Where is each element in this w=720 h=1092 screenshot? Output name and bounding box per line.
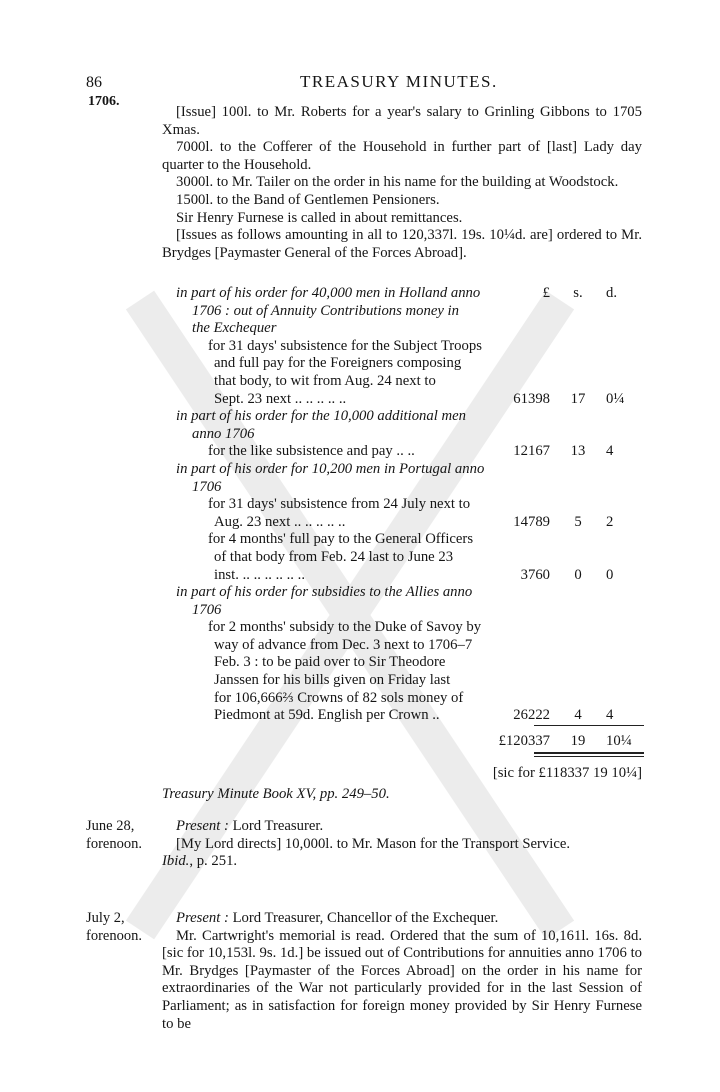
item-line: way of advance from Dec. 3 next to 1706–7 (214, 636, 473, 653)
entry-text: Mr. Cartwright's memorial is read. Ordered that the sum of 10,161l. 16s. 8d. [sic for 10,153l. 9s. 1d.] be issued out of Contributions for annuities anno 1706 to Mr. Brydges [Paymaster of the Forces Abroad] on the order in his name for extraordinaries of the War not particularly provided for in the last Session of Parliament; as in satisfaction for foreign money provided by Sir Henry Furnese to be (162, 927, 642, 1032)
amount-pounds: 26222 (513, 707, 550, 724)
section-heading-line: anno 1706 (192, 425, 255, 442)
table-row (162, 303, 642, 321)
table-row (162, 654, 642, 672)
running-head: TREASURY MINUTES. (300, 72, 498, 91)
account-table (162, 285, 642, 804)
amount-shillings: 5 (574, 513, 582, 530)
entry-june-28 (162, 818, 642, 871)
item-line: that body, to wit from Aug. 24 next to (214, 372, 436, 389)
ibid-page: , p. 251. (189, 853, 238, 870)
present-label: Present : (176, 910, 229, 926)
total-row (162, 731, 642, 751)
page-number: 86 (86, 74, 102, 91)
section-heading-line: the Exchequer (192, 320, 277, 337)
sic-note: [sic for £118337 19 10¼] (492, 764, 642, 781)
margin-time: forenoon. (86, 836, 142, 852)
table-row (162, 373, 642, 391)
table-row (162, 338, 642, 356)
section-heading-line: 1706 (192, 478, 222, 495)
paragraph: 1500l. to the Band of Gentlemen Pensioners. (176, 191, 440, 208)
margin-year: 1706. (88, 94, 120, 109)
table-row (162, 690, 642, 708)
intro-block (162, 104, 642, 262)
amount-shillings: 0 (574, 566, 582, 583)
source-row (162, 786, 642, 804)
column-header-pence: d. (606, 285, 618, 301)
source-ref (162, 853, 642, 871)
amount-pounds: 12167 (513, 443, 550, 460)
item-line: for 31 days' subsistence for the Subject Troops (208, 337, 482, 354)
margin-date: July 2, (86, 910, 125, 926)
item-line: Feb. 3 : to be paid over to Sir Theodore (214, 654, 446, 671)
paragraph: 3000l. to Mr. Tailer on the order in his name for the building at Woodstock. (176, 174, 619, 191)
section-heading-line: in part of his order for subsidies to the Allies anno (176, 584, 473, 601)
total-pence: 10¼ (606, 732, 632, 749)
item-line: Piedmont at 59d. English per Crown .. (214, 707, 440, 724)
amount-pounds: 61398 (513, 390, 550, 407)
item-line: for the like subsistence and pay .. .. (208, 443, 415, 460)
present-label: Present : (176, 818, 229, 834)
column-header-pounds: £ (542, 285, 550, 301)
margin-date: June 28, (86, 818, 135, 834)
table-row (162, 496, 642, 514)
table-row (162, 320, 642, 338)
paragraph: [Issues as follows amounting in all to 120,337l. 19s. 10¼d. are] ordered to Mr. Brydges [Paymaster General of the Forces Abroad]. (162, 227, 642, 261)
item-line: for 106,666⅔ Crowns of 82 sols money of (214, 689, 464, 706)
table-row (162, 408, 642, 426)
section-heading-line: 1706 : out of Annuity Contributions money in (192, 302, 459, 319)
section-heading-line: in part of his order for the 10,000 additional men (176, 408, 466, 425)
amount-shillings: 17 (570, 390, 586, 407)
present-text: Lord Treasurer. (228, 818, 324, 834)
present-line (162, 818, 642, 836)
section-heading-line: in part of his order for 40,000 men in Holland anno (176, 285, 481, 301)
total-pounds: £120337 (498, 732, 550, 749)
entry-text: [My Lord directs] 10,000l. to Mr. Mason for the Transport Service. (176, 835, 571, 852)
amount-pounds: 3760 (520, 566, 550, 583)
section-heading-line: 1706 (192, 601, 222, 618)
table-row (162, 567, 642, 585)
item-line: Sept. 23 next .. .. .. .. .. (214, 390, 347, 407)
item-line: of that body from Feb. 24 last to June 23 (214, 548, 454, 565)
table-row (162, 549, 642, 567)
item-line: for 31 days' subsistence from 24 July next to (208, 496, 471, 513)
item-line: inst. .. .. .. .. .. .. (214, 566, 305, 583)
paragraph: Sir Henry Furnese is called in about remittances. (176, 209, 463, 226)
amount-pence: 4 (606, 707, 614, 724)
amount-pence: 0¼ (606, 390, 625, 407)
table-row (162, 355, 642, 373)
table-row (162, 514, 642, 532)
table-row (162, 391, 642, 409)
table-row (162, 285, 642, 303)
amount-pence: 4 (606, 443, 614, 460)
table-row (162, 426, 642, 444)
table-row (162, 584, 642, 602)
item-line: and full pay for the Foreigners composing (214, 355, 462, 372)
source-reference: Treasury Minute Book XV, pp. 249–50. (162, 786, 390, 803)
double-rule (162, 751, 642, 765)
amount-pence: 0 (606, 566, 614, 583)
table-row (162, 443, 642, 461)
table-row (162, 479, 642, 497)
table-row (162, 602, 642, 620)
item-line: Janssen for his bills given on Friday last (214, 672, 451, 689)
table-row (162, 637, 642, 655)
paragraph: [Issue] 100l. to Mr. Roberts for a year's salary to Grinling Gibbons to 1705 Xmas. (162, 104, 642, 138)
item-line: for 2 months' subsidy to the Duke of Savoy by (208, 619, 482, 636)
table-row (162, 531, 642, 549)
amount-pence: 2 (606, 513, 614, 530)
total-underline (534, 752, 644, 754)
section-heading-line: in part of his order for 10,200 men in Portugal anno (176, 460, 485, 477)
margin-time: forenoon. (86, 928, 142, 944)
present-text: Lord Treasurer, Chancellor of the Exchequer. (228, 910, 499, 926)
present-line (162, 910, 642, 928)
table-row (162, 707, 642, 725)
total-rule (534, 725, 644, 726)
sic-note-row (162, 765, 642, 783)
amount-shillings: 13 (570, 443, 586, 460)
table-row (162, 672, 642, 690)
amount-shillings: 4 (574, 707, 582, 724)
item-line: for 4 months' full pay to the General Officers (208, 531, 474, 548)
ibid: Ibid. (162, 853, 190, 870)
total-shillings: 19 (570, 732, 586, 749)
column-header-shillings: s. (573, 285, 583, 301)
item-line: Aug. 23 next .. .. .. .. .. (214, 513, 346, 530)
paragraph: 7000l. to the Cofferer of the Household in further part of [last] Lady day quarter to the Household. (162, 139, 642, 173)
table-row (162, 619, 642, 637)
amount-pounds: 14789 (513, 513, 550, 530)
table-row (162, 461, 642, 479)
total-underline (534, 756, 644, 757)
entry-july-2 (162, 910, 642, 1033)
